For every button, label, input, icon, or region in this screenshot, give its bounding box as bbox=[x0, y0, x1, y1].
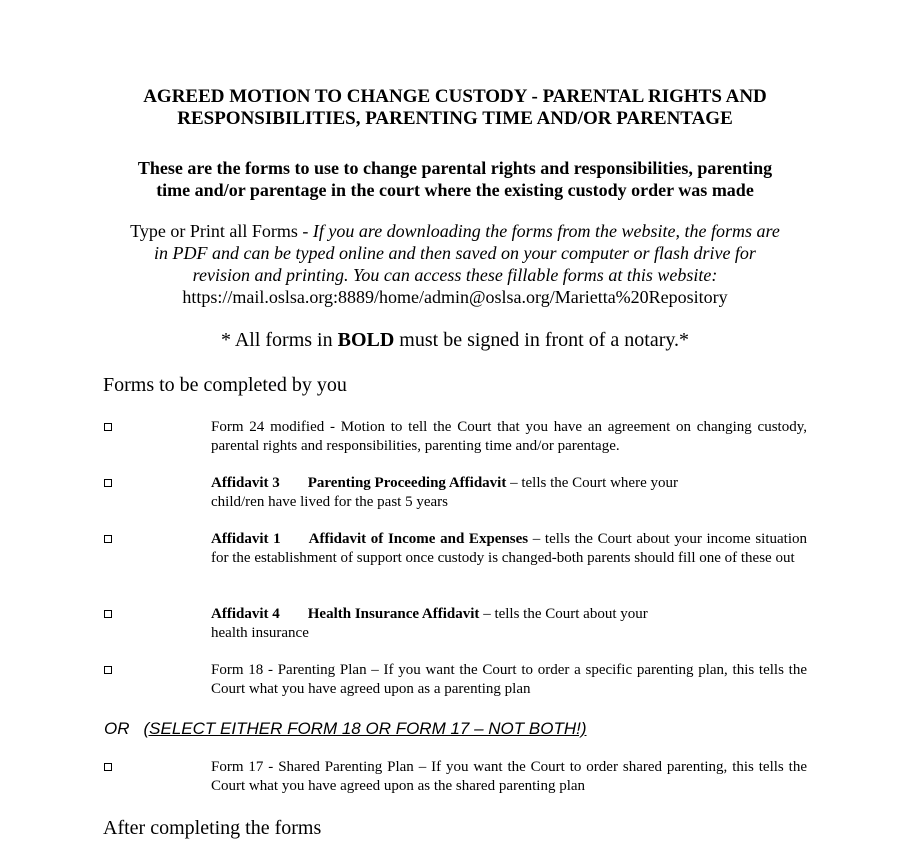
instructions-italic-2: in PDF and can be typed online and then saved on your computer or flash drive for bbox=[154, 243, 756, 263]
form-item-affidavit-1 bbox=[211, 530, 807, 568]
checkbox-form-24[interactable] bbox=[104, 423, 112, 431]
document-subtitle bbox=[0, 157, 910, 201]
form-17-text: Form 17 - Shared Parenting Plan – If you want the Court to order shared parenting, this tells the Court what you have agreed upon as the shared parenting plan bbox=[211, 759, 807, 794]
title-line-2: RESPONSIBILITIES, PARENTING TIME AND/OR PARENTAGE bbox=[177, 108, 733, 129]
repository-url: https://mail.oslsa.org:8889/home/admin@oslsa.org/Marietta%20Repository bbox=[182, 287, 728, 307]
affidavit-4-label: Affidavit 4 bbox=[211, 606, 280, 622]
affidavit-4-text: – tells the Court about your bbox=[479, 606, 648, 622]
form-item-affidavit-4 bbox=[211, 605, 807, 643]
forms-heading: Forms to be completed by you bbox=[103, 374, 347, 396]
after-completing-heading: After completing the forms bbox=[103, 817, 322, 839]
form-item-form-24 bbox=[211, 418, 807, 456]
form-24-text: Form 24 modified - Motion to tell the Court that you have an agreement on changing custody, parental rights and responsibilities, parenting time and/or parentage. bbox=[211, 419, 807, 454]
or-select-note bbox=[104, 719, 587, 739]
checkbox-form-17[interactable] bbox=[104, 763, 112, 771]
checkbox-affidavit-4[interactable] bbox=[104, 610, 112, 618]
subtitle-line-2: time and/or parentage in the court where the existing custody order was made bbox=[156, 180, 754, 200]
instructions-lead: Type or Print all Forms - bbox=[130, 221, 313, 241]
form-item-form-18 bbox=[211, 661, 807, 699]
notary-bold: BOLD bbox=[337, 329, 395, 351]
notary-notice bbox=[0, 328, 910, 352]
document-title bbox=[0, 86, 910, 130]
instructions bbox=[60, 220, 850, 308]
checkbox-affidavit-3[interactable] bbox=[104, 479, 112, 487]
select-either-note: (SELECT EITHER FORM 18 OR FORM 17 – NOT BOTH!) bbox=[143, 719, 587, 738]
notary-suffix: must be signed in front of a notary.* bbox=[394, 329, 690, 351]
affidavit-3-label: Affidavit 3 bbox=[211, 475, 280, 491]
notary-prefix: * All forms in bbox=[220, 329, 338, 351]
affidavit-1-text: – tells the Court about your income situation for the establishment of support once custody is changed-both parents should fill one of these out bbox=[211, 531, 807, 566]
form-item-affidavit-3 bbox=[211, 474, 807, 512]
title-line-1: AGREED MOTION TO CHANGE CUSTODY - PARENTAL RIGHTS AND bbox=[143, 86, 767, 107]
subtitle-line-1: These are the forms to use to change parental rights and responsibilities, parenting bbox=[137, 158, 773, 178]
affidavit-4-name: Health Insurance Affidavit bbox=[307, 606, 480, 622]
affidavit-3-name: Parenting Proceeding Affidavit bbox=[307, 475, 507, 491]
form-18-text: Form 18 - Parenting Plan – If you want the Court to order a specific parenting plan, this tells the Court what you have agreed upon as a parenting plan bbox=[211, 662, 807, 697]
form-item-form-17 bbox=[211, 758, 807, 796]
or-label: OR bbox=[104, 719, 130, 738]
affidavit-3-text: – tells the Court where your bbox=[506, 475, 678, 491]
checkbox-form-18[interactable] bbox=[104, 666, 112, 674]
affidavit-1-name: Affidavit of Income and Expenses bbox=[308, 531, 529, 547]
affidavit-1-label: Affidavit 1 bbox=[211, 531, 281, 547]
affidavit-3-text-2: child/ren have lived for the past 5 years bbox=[211, 494, 448, 510]
instructions-italic-3: revision and printing. You can access these fillable forms at this website: bbox=[192, 265, 718, 285]
affidavit-4-text-2: health insurance bbox=[211, 625, 309, 641]
checkbox-affidavit-1[interactable] bbox=[104, 535, 112, 543]
instructions-italic-1: If you are downloading the forms from the website, the forms are bbox=[312, 221, 780, 241]
